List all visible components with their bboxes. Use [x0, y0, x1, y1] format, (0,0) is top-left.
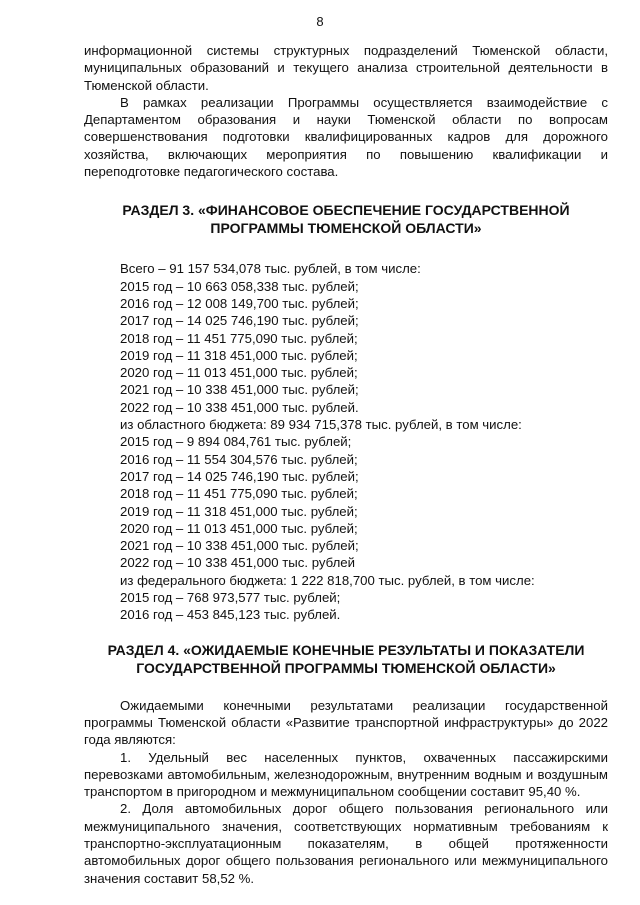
result-item-2: 2. Доля автомобильных дорог общего пользования регионального или межмуниципального значения, соответствующих нормативным требованиям к транспортно-эксплуатационным показателям, в общей протяженности автомобильных дорог общего пользования регионального или межмуниципального значения составит 58,52 %. [84, 801, 608, 886]
financing-line: 2017 год – 14 025 746,190 тыс. рублей; [120, 468, 359, 484]
section-3-heading-line-2: ПРОГРАММЫ ТЮМЕНСКОЙ ОБЛАСТИ» [210, 220, 482, 237]
financing-line: 2018 год – 11 451 775,090 тыс. рублей; [120, 330, 358, 346]
section-3-heading [84, 201, 608, 237]
financing-federal-total: из федерального бюджета: 1 222 818,700 тыс. рублей, в том числе: [120, 572, 535, 588]
page-number: 8 [316, 14, 324, 29]
financing-regional-total: из областного бюджета: 89 934 715,378 тыс. рублей, в том числе: [120, 417, 522, 433]
financing-line: 2022 год – 10 338 451,000 тыс. рублей. [120, 399, 359, 415]
financing-line: 2016 год – 453 845,123 тыс. рублей. [120, 607, 341, 623]
financing-line: 2016 год – 11 554 304,576 тыс. рублей; [120, 451, 358, 467]
financing-line: 2017 год – 14 025 746,190 тыс. рублей; [120, 313, 359, 329]
section-4-intro: Ожидаемыми конечными результатами реализации государственной программы Тюменской области «Развитие транспортной инфраструктуры» до 2022 года являются: [84, 697, 608, 748]
section-4-heading [84, 641, 608, 677]
intro-paragraph-1: информационной системы структурных подразделений Тюменской области, муниципальных образований и текущего анализа строительной деятельности в Тюменской области. [84, 43, 608, 93]
financing-line: 2019 год – 11 318 451,000 тыс. рублей; [120, 347, 358, 363]
financing-line: 2020 год – 11 013 451,000 тыс. рублей; [120, 365, 358, 381]
intro-paragraph-2: В рамках реализации Программы осуществляется взаимодействие с Департаментом образования и науки Тюменской области по вопросам совершенствования подготовки квалифицированных кадров для дорожного хозяйства, включающих мероприятия по повышению квалификации и переподготовке педагогического состава. [84, 94, 608, 180]
financing-line: 2021 год – 10 338 451,000 тыс. рублей; [120, 382, 359, 398]
financing-line: 2022 год – 10 338 451,000 тыс. рублей [120, 555, 355, 571]
section-4-heading-line-1: РАЗДЕЛ 4. «ОЖИДАЕМЫЕ КОНЕЧНЫЕ РЕЗУЛЬТАТЫ И ПОКАЗАТЕЛИ [107, 641, 585, 658]
financing-line: 2020 год – 11 013 451,000 тыс. рублей; [120, 520, 358, 536]
page-content [84, 42, 608, 887]
financing-list [84, 260, 608, 623]
financing-total: Всего – 91 157 534,078 тыс. рублей, в том числе: [120, 261, 421, 277]
financing-line: 2018 год – 11 451 775,090 тыс. рублей; [120, 486, 358, 502]
financing-line: 2019 год – 11 318 451,000 тыс. рублей; [120, 503, 358, 519]
financing-line: 2016 год – 12 008 149,700 тыс. рублей; [120, 295, 359, 311]
financing-line: 2021 год – 10 338 451,000 тыс. рублей; [120, 538, 359, 554]
financing-line: 2015 год – 768 973,577 тыс. рублей; [120, 590, 341, 606]
section-3-heading-line-1: РАЗДЕЛ 3. «ФИНАНСОВОЕ ОБЕСПЕЧЕНИЕ ГОСУДАРСТВЕННОЙ [122, 202, 570, 219]
financing-line: 2015 год – 10 663 058,338 тыс. рублей; [120, 278, 359, 294]
section-4-heading-line-2: ГОСУДАРСТВЕННОЙ ПРОГРАММЫ ТЮМЕНСКОЙ ОБЛАСТИ» [136, 659, 556, 676]
financing-line: 2015 год – 9 894 084,761 тыс. рублей; [120, 434, 352, 450]
result-item-1: 1. Удельный вес населенных пунктов, охваченных пассажирскими перевозками автомобильным, железнодорожным, внутренним водным и воздушным транспортом в пригородном и межмуниципальном сообщении составит 95,40 %. [84, 749, 608, 800]
